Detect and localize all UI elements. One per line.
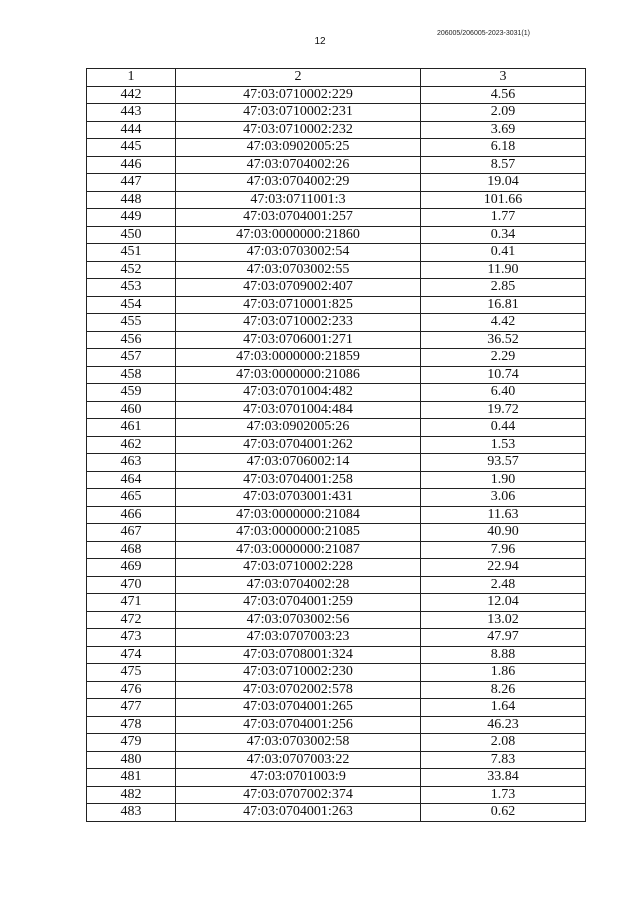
table-row [87,261,586,279]
row-number-cell: 472 [87,611,176,629]
area-value-cell: 7.96 [421,541,586,559]
table-row [87,191,586,209]
area-value-cell: 16.81 [421,296,586,314]
table-header-row [87,69,586,87]
area-value-cell: 4.42 [421,314,586,332]
area-value-cell: 0.34 [421,226,586,244]
row-number-cell: 469 [87,559,176,577]
table-row [87,804,586,822]
cadastral-number-cell: 47:03:0707003:23 [176,629,421,647]
row-number-cell: 442 [87,86,176,104]
area-value-cell: 2.29 [421,349,586,367]
area-value-cell: 2.09 [421,104,586,122]
area-value-cell: 19.72 [421,401,586,419]
table-row [87,699,586,717]
cadastral-number-cell: 47:03:0710002:229 [176,86,421,104]
table-row [87,279,586,297]
row-number-cell: 444 [87,121,176,139]
cadastral-number-cell: 47:03:0704001:262 [176,436,421,454]
row-number-cell: 480 [87,751,176,769]
row-number-cell: 465 [87,489,176,507]
area-value-cell: 0.44 [421,419,586,437]
table-row [87,419,586,437]
row-number-cell: 481 [87,769,176,787]
area-value-cell: 101.66 [421,191,586,209]
cadastral-number-cell: 47:03:0704001:265 [176,699,421,717]
table-row [87,104,586,122]
area-value-cell: 40.90 [421,524,586,542]
area-value-cell: 3.69 [421,121,586,139]
row-number-cell: 471 [87,594,176,612]
area-value-cell: 6.18 [421,139,586,157]
cadastral-number-cell: 47:03:0710002:228 [176,559,421,577]
cadastral-number-cell: 47:03:0701004:482 [176,384,421,402]
row-number-cell: 476 [87,681,176,699]
cadastral-number-cell: 47:03:0704001:258 [176,471,421,489]
cadastral-number-cell: 47:03:0902005:25 [176,139,421,157]
row-number-cell: 473 [87,629,176,647]
row-number-cell: 466 [87,506,176,524]
row-number-cell: 463 [87,454,176,472]
table-row [87,86,586,104]
table-row [87,716,586,734]
row-number-cell: 449 [87,209,176,227]
table-row [87,436,586,454]
cadastral-number-cell: 47:03:0710002:232 [176,121,421,139]
row-number-cell: 447 [87,174,176,192]
column-header-1: 1 [87,69,176,87]
table-row [87,541,586,559]
row-number-cell: 454 [87,296,176,314]
cadastral-number-cell: 47:03:0000000:21860 [176,226,421,244]
table-row [87,489,586,507]
area-value-cell: 33.84 [421,769,586,787]
cadastral-number-cell: 47:03:0701003:9 [176,769,421,787]
cadastral-number-cell: 47:03:0000000:21084 [176,506,421,524]
table-row [87,174,586,192]
table-row [87,559,586,577]
cadastral-number-cell: 47:03:0704001:256 [176,716,421,734]
cadastral-number-cell: 47:03:0704001:263 [176,804,421,822]
row-number-cell: 450 [87,226,176,244]
area-value-cell: 0.62 [421,804,586,822]
column-header-2: 2 [176,69,421,87]
cadastral-number-cell: 47:03:0000000:21087 [176,541,421,559]
row-number-cell: 451 [87,244,176,262]
table-row [87,629,586,647]
area-value-cell: 11.63 [421,506,586,524]
row-number-cell: 462 [87,436,176,454]
table-row [87,646,586,664]
table-row [87,384,586,402]
area-value-cell: 1.86 [421,664,586,682]
row-number-cell: 459 [87,384,176,402]
area-value-cell: 2.85 [421,279,586,297]
cadastral-number-cell: 47:03:0703002:58 [176,734,421,752]
area-value-cell: 12.04 [421,594,586,612]
table-row [87,209,586,227]
table-row [87,751,586,769]
table-row [87,576,586,594]
table-row [87,786,586,804]
area-value-cell: 36.52 [421,331,586,349]
cadastral-number-cell: 47:03:0702002:578 [176,681,421,699]
cadastral-number-cell: 47:03:0710001:825 [176,296,421,314]
cadastral-number-cell: 47:03:0708001:324 [176,646,421,664]
cadastral-number-cell: 47:03:0704002:26 [176,156,421,174]
table-row [87,296,586,314]
row-number-cell: 453 [87,279,176,297]
area-value-cell: 46.23 [421,716,586,734]
table-row [87,664,586,682]
row-number-cell: 460 [87,401,176,419]
area-value-cell: 10.74 [421,366,586,384]
cadastral-number-cell: 47:03:0704002:28 [176,576,421,594]
cadastral-number-cell: 47:03:0701004:484 [176,401,421,419]
row-number-cell: 475 [87,664,176,682]
cadastral-number-cell: 47:03:0710002:231 [176,104,421,122]
cadastral-number-cell: 47:03:0902005:26 [176,419,421,437]
table-row [87,681,586,699]
table-row [87,314,586,332]
area-value-cell: 6.40 [421,384,586,402]
area-value-cell: 19.04 [421,174,586,192]
table-row [87,524,586,542]
row-number-cell: 458 [87,366,176,384]
cadastral-number-cell: 47:03:0703002:56 [176,611,421,629]
area-value-cell: 1.53 [421,436,586,454]
area-value-cell: 1.90 [421,471,586,489]
table-row [87,769,586,787]
area-value-cell: 13.02 [421,611,586,629]
table-row [87,156,586,174]
table-row [87,121,586,139]
cadastral-number-cell: 47:03:0707002:374 [176,786,421,804]
table-row [87,471,586,489]
row-number-cell: 455 [87,314,176,332]
area-value-cell: 8.88 [421,646,586,664]
area-value-cell: 1.77 [421,209,586,227]
area-value-cell: 3.06 [421,489,586,507]
cadastral-number-cell: 47:03:0706001:271 [176,331,421,349]
cadastral-number-cell: 47:03:0000000:21086 [176,366,421,384]
cadastral-number-cell: 47:03:0706002:14 [176,454,421,472]
column-header-3: 3 [421,69,586,87]
area-value-cell: 0.41 [421,244,586,262]
row-number-cell: 483 [87,804,176,822]
area-value-cell: 2.08 [421,734,586,752]
area-value-cell: 1.73 [421,786,586,804]
table-row [87,366,586,384]
table-row [87,139,586,157]
row-number-cell: 482 [87,786,176,804]
area-value-cell: 7.83 [421,751,586,769]
table-row [87,349,586,367]
row-number-cell: 457 [87,349,176,367]
row-number-cell: 470 [87,576,176,594]
area-value-cell: 22.94 [421,559,586,577]
row-number-cell: 474 [87,646,176,664]
table-row [87,331,586,349]
cadastral-number-cell: 47:03:0709002:407 [176,279,421,297]
table-body [87,86,586,821]
row-number-cell: 448 [87,191,176,209]
row-number-cell: 477 [87,699,176,717]
row-number-cell: 478 [87,716,176,734]
area-value-cell: 8.57 [421,156,586,174]
row-number-cell: 464 [87,471,176,489]
cadastral-number-cell: 47:03:0711001:3 [176,191,421,209]
area-value-cell: 2.48 [421,576,586,594]
cadastral-number-cell: 47:03:0704001:259 [176,594,421,612]
row-number-cell: 456 [87,331,176,349]
cadastral-number-cell: 47:03:0703002:55 [176,261,421,279]
table-row [87,506,586,524]
table-row [87,244,586,262]
area-value-cell: 4.56 [421,86,586,104]
cadastral-number-cell: 47:03:0707003:22 [176,751,421,769]
row-number-cell: 468 [87,541,176,559]
area-value-cell: 1.64 [421,699,586,717]
cadastral-number-cell: 47:03:0703002:54 [176,244,421,262]
area-value-cell: 8.26 [421,681,586,699]
cadastral-number-cell: 47:03:0710002:233 [176,314,421,332]
document-reference: 206005/206005-2023-3031(1) [436,30,530,37]
table-row [87,226,586,244]
cadastral-number-cell: 47:03:0704002:29 [176,174,421,192]
table-row [87,454,586,472]
row-number-cell: 461 [87,419,176,437]
cadastral-number-cell: 47:03:0000000:21859 [176,349,421,367]
cadastral-number-cell: 47:03:0703001:431 [176,489,421,507]
row-number-cell: 479 [87,734,176,752]
area-value-cell: 11.90 [421,261,586,279]
row-number-cell: 467 [87,524,176,542]
parcel-table [86,68,586,822]
cadastral-number-cell: 47:03:0710002:230 [176,664,421,682]
table-row [87,611,586,629]
cadastral-number-cell: 47:03:0704001:257 [176,209,421,227]
table-row [87,594,586,612]
page-number: 12 [314,36,326,47]
row-number-cell: 445 [87,139,176,157]
row-number-cell: 452 [87,261,176,279]
table-row [87,401,586,419]
row-number-cell: 446 [87,156,176,174]
area-value-cell: 47.97 [421,629,586,647]
cadastral-number-cell: 47:03:0000000:21085 [176,524,421,542]
table-row [87,734,586,752]
row-number-cell: 443 [87,104,176,122]
area-value-cell: 93.57 [421,454,586,472]
